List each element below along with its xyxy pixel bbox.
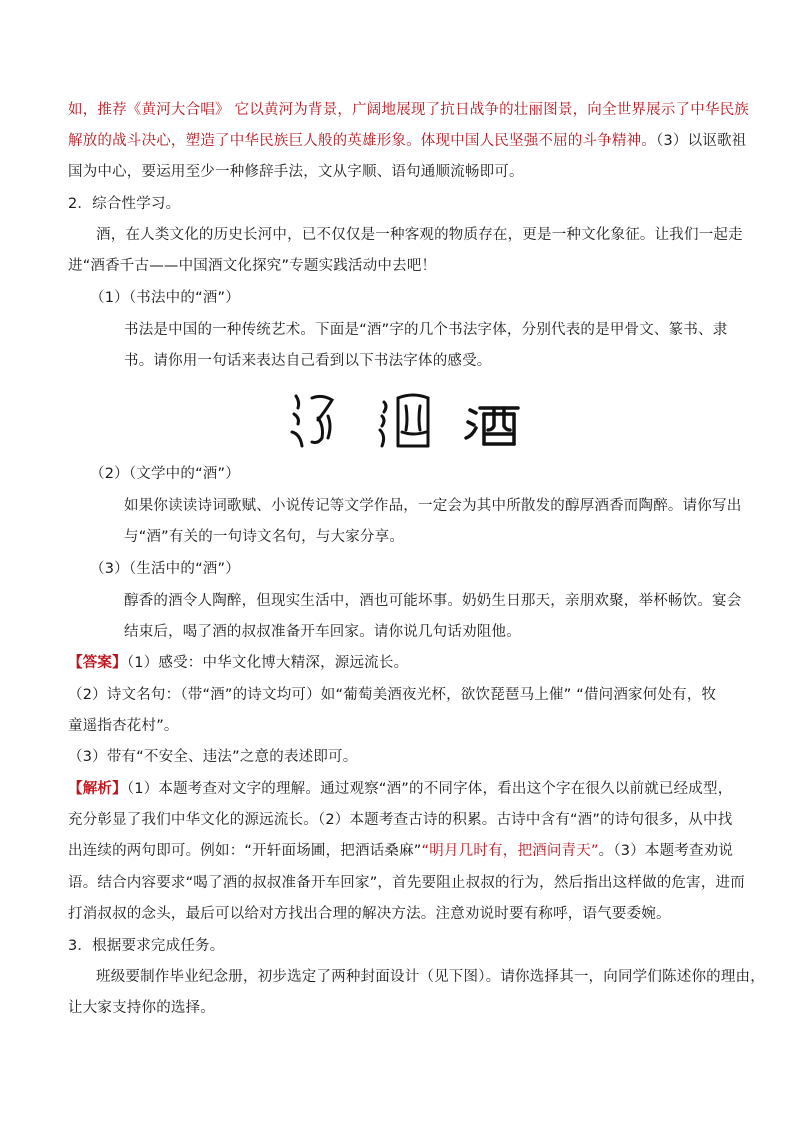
question-3-line-2: 让大家支持你的选择。 (68, 1000, 215, 1016)
analysis-label: 【解析】 (68, 781, 127, 797)
sub-question-2-line-1: 如果你读读诗词歌赋、小说传记等文学作品，一定会为其中所散发的醇厚酒香而陶醉。请你写出 (124, 498, 742, 514)
sub-question-1-line-1: 书法是中国的一种传统艺术。下面是“酒”字的几个书法字体，分别代表的是甲骨文、篆书、隶 (124, 322, 728, 338)
sub-question-3-line-2: 结束后，喝了酒的叔叔准备开车回家。请你说几句话劝阻他。 (124, 624, 521, 640)
question-2-paragraph-line-2: 进“酒香千古——中国酒文化探究”专题实践活动中去吧！ (68, 258, 437, 274)
question-3-line-1: 班级要制作毕业纪念册，初步选定了两种封面设计（见下图）。请你选择其一，向同学们陈述你的理由， (96, 969, 765, 985)
sub-question-1-line-2: 书。请你用一句话来表达自己看到以下书法字体的感受。 (124, 353, 492, 369)
answer-line-4: （3）带有“不安全、违法”之意的表述即可。 (68, 749, 358, 765)
intro-line-1: 如，推荐《黄河大合唱》 它以黄河为背景，广阔地展现了抗日战争的壮丽图景，向全世界展示了中华民族 (68, 102, 750, 118)
answer-line-2: （2）诗文名句：（带“酒”的诗文均可）如“葡萄美酒夜光杯，欲饮琵琶马上催” “借问酒家何处有，牧 (68, 687, 717, 703)
oracle-bone-jiu-glyph (292, 396, 332, 446)
question-2-title: 2．综合性学习。 (68, 196, 181, 212)
calligraphy-figure (288, 388, 528, 450)
seal-script-jiu-glyph (380, 395, 428, 446)
answer-label: 【答案】 (68, 655, 127, 671)
intro-line-2: 解放的战斗决心，塑造了中华民族巨人般的英雄形象。体现中国人民坚强不屈的斗争精神。（3）以讴歌祖 (68, 133, 747, 149)
sub-question-3-title: （3）（生活中的“酒”） (90, 561, 240, 577)
question-3-title: 3．根据要求完成任务。 (68, 938, 225, 954)
sub-question-2-line-2: 与“酒”有关的一句诗文名句，与大家分享。 (124, 529, 405, 545)
sub-question-1-title: （1）（书法中的“酒”） (90, 290, 240, 306)
sub-question-2-title: （2）（文学中的“酒”） (90, 466, 240, 482)
clerical-script-jiu-glyph (466, 408, 518, 444)
calligraphy-svg (288, 388, 528, 450)
answer-line-1: 【答案】（1）感受：中华文化博大精深，源远流长。 (68, 655, 409, 671)
analysis-line-5: 打消叔叔的念头，最后可以给对方找出合理的解决方法。注意劝说时要有称呼，语气要委婉。 (68, 906, 671, 922)
sub-question-3-line-1: 醇香的酒令人陶醉，但现实生活中，酒也可能坏事。奶奶生日那天，亲朋欢聚，举杯畅饮。宴会 (124, 593, 742, 609)
analysis-line-2: 充分彰显了我们中华文化的源远流长。（2）本题考查古诗的积累。古诗中含有“酒”的诗句很多，从中找 (68, 812, 733, 828)
intro-line-3: 国为中心，要运用至少一种修辞手法，文从字顺、语句通顺流畅即可。 (68, 164, 524, 180)
analysis-line-3: 出连续的两句即可。例如：“开轩面场圃，把酒话桑麻”“明月几时有，把酒问青天”。（3）本题考查劝说 (68, 843, 734, 859)
answer-line-3: 童遥指杏花村”。 (68, 718, 179, 734)
analysis-line-1: 【解析】（1）本题考查对文字的理解。通过观察“酒”的不同字体，看出这个字在很久以前就已经成型， (68, 781, 733, 797)
analysis-line-4: 语。结合内容要求“喝了酒的叔叔准备开车回家”，首先要阻止叔叔的行为，然后指出这样做的危害，进而 (68, 875, 745, 891)
question-2-paragraph-line-1: 酒，在人类文化的历史长河中，已不仅仅是一种客观的物质存在，更是一种文化象征。让我们一起走 (96, 227, 743, 243)
